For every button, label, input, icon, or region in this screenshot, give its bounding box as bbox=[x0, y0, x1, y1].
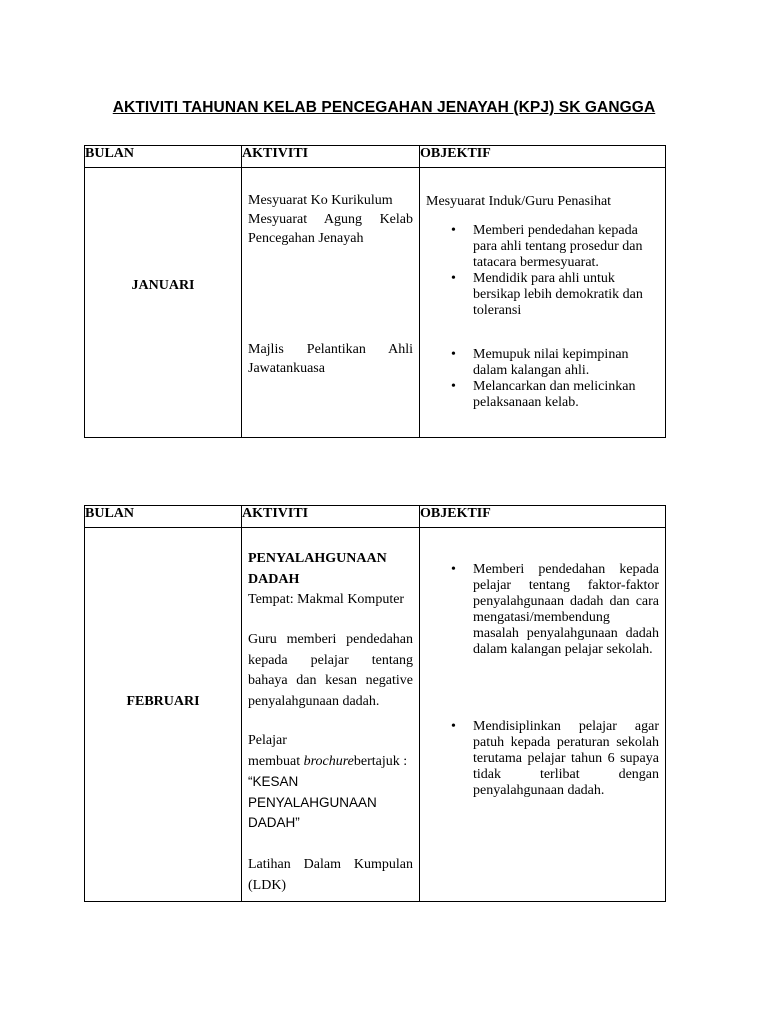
header-aktiviti: AKTIVITI bbox=[242, 506, 420, 528]
objective-list bbox=[426, 223, 659, 319]
activity-line: Majlis Pelantikan Ahli bbox=[248, 342, 413, 357]
objective-cell-februari bbox=[420, 528, 666, 902]
activity-cell-februari bbox=[242, 528, 420, 902]
table-header-row bbox=[85, 506, 666, 528]
list-item: • Mendidik para ahli untuk bersikap lebih demokratik dan toleransi bbox=[473, 271, 659, 319]
brochure-title: PENYALAHGUNAAN bbox=[248, 794, 377, 810]
activity-cell-januari bbox=[242, 168, 420, 438]
list-item: • Mendisiplinkan pelajar agar patuh kepada peraturan sekolah terutama pelajar tahun 6 supaya tidak terlibat dengan penyalahgunaan dadah. bbox=[473, 719, 659, 799]
activity-line: Jawatankuasa bbox=[248, 361, 325, 376]
objective-intro: Mesyuarat Induk/Guru Penasihat bbox=[426, 194, 612, 209]
brochure-line bbox=[248, 752, 413, 773]
list-item: • Melancarkan dan melicinkan pelaksanaan kelab. bbox=[473, 379, 659, 411]
activity-line: Mesyuarat Ko Kurikulum bbox=[248, 193, 393, 208]
objective-list bbox=[426, 562, 659, 658]
document-title: AKTIVITI TAHUNAN KELAB PENCEGAHAN JENAYAH (KPJ) SK GANGGA bbox=[112, 99, 656, 116]
table-header-row bbox=[85, 146, 666, 168]
activity-table-februari bbox=[84, 505, 666, 902]
activity-venue: Tempat: Makmal Komputer bbox=[248, 592, 405, 607]
header-objektif: OBJEKTIF bbox=[420, 146, 666, 168]
activity-heading: PENYALAHGUNAAN bbox=[248, 551, 387, 566]
table-row bbox=[85, 168, 666, 438]
objective-list bbox=[426, 347, 659, 411]
activity-paragraph: Guru memberi pendedahan kepada pelajar tentang bahaya dan kesan negative penyalahgunaan dadah. bbox=[248, 632, 413, 709]
brochure-title: DADAH” bbox=[248, 815, 300, 830]
brochure-suffix: bertajuk : bbox=[353, 753, 408, 769]
objective-cell-januari bbox=[420, 168, 666, 438]
brochure-italic: brochure bbox=[303, 753, 354, 769]
brochure-prefix: membuat bbox=[248, 753, 304, 769]
activity-heading: DADAH bbox=[248, 572, 300, 587]
activity-line: Pelajar bbox=[248, 733, 287, 748]
list-item: • Memberi pendedahan kepada pelajar tentang faktor-faktor penyalahgunaan dadah dan cara mengatasi/membendung masalah penyalahgunaan dadah dalam kalangan pelajar sekolah. bbox=[473, 562, 659, 658]
activity-line: Pencegahan Jenayah bbox=[248, 231, 364, 246]
header-aktiviti: AKTIVITI bbox=[242, 146, 420, 168]
header-objektif: OBJEKTIF bbox=[420, 506, 666, 528]
activity-table-januari bbox=[84, 145, 666, 438]
activity-ldk: Latihan Dalam Kumpulan (LDK) bbox=[248, 856, 413, 893]
header-bulan: BULAN bbox=[85, 506, 242, 528]
list-item: • Memupuk nilai kepimpinan dalam kalangan ahli. bbox=[473, 347, 659, 379]
activity-line: Mesyuarat Agung Kelab bbox=[248, 212, 413, 227]
table-row bbox=[85, 528, 666, 902]
objective-list bbox=[426, 719, 659, 799]
list-item: • Memberi pendedahan kepada para ahli tentang prosedur dan tatacara bermesyuarat. bbox=[473, 223, 659, 271]
month-januari: JANUARI bbox=[85, 168, 242, 438]
month-februari: FEBRUARI bbox=[85, 528, 242, 902]
brochure-title: “KESAN bbox=[248, 774, 299, 789]
header-bulan: BULAN bbox=[85, 146, 242, 168]
